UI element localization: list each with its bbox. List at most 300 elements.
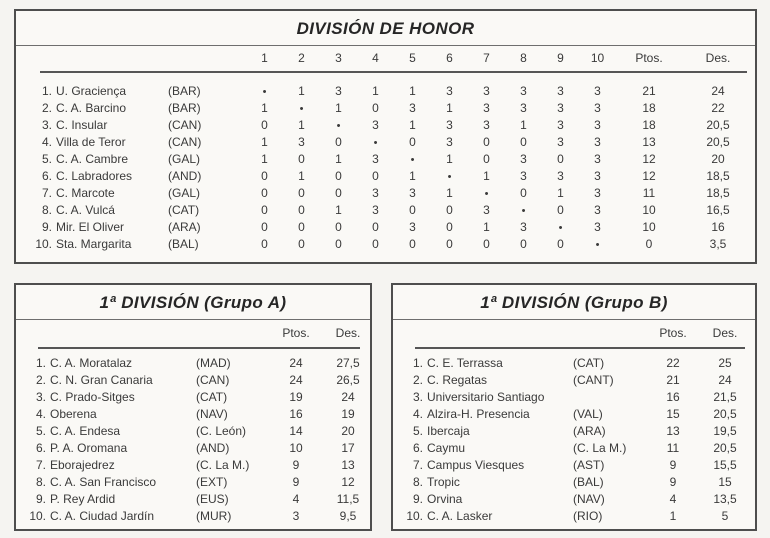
team-name: Sta. Margarita	[56, 237, 132, 251]
federation-code: (GAL)	[168, 186, 201, 200]
team-name: C. A. Ciudad Jardín	[50, 509, 155, 523]
group-b-title: 1ª DIVISIÓN (Grupo B)	[393, 285, 755, 320]
team-name: P. Rey Ardid	[50, 492, 116, 506]
result-cell: 0	[483, 135, 490, 149]
points-value: 21	[666, 373, 680, 387]
table-row	[397, 355, 755, 372]
federation-code: (EXT)	[196, 475, 228, 489]
team-name: C. E. Terrassa	[427, 356, 503, 370]
result-cell: 0	[261, 186, 268, 200]
result-cell: 0	[557, 152, 564, 166]
tiebreak-value: 16	[711, 220, 725, 234]
result-cell: 0	[298, 152, 305, 166]
federation-code: (NAV)	[196, 407, 228, 421]
team-name: C. A. Vulcá	[56, 203, 115, 217]
points-value: 24	[289, 356, 303, 370]
tiebreak-value: 5	[721, 509, 729, 523]
table-row	[397, 508, 755, 525]
table-row	[397, 406, 755, 423]
result-cell: 1	[335, 101, 342, 115]
division-honor-rows	[16, 73, 755, 253]
team-name: C. A. Lasker	[427, 509, 493, 523]
result-cell: 3	[483, 203, 490, 217]
rank-number: 5.	[41, 152, 52, 166]
result-cell: 0	[261, 203, 268, 217]
group-a-table	[14, 283, 372, 531]
tiebreak-value: 22	[711, 101, 725, 115]
result-cell: 0	[335, 220, 342, 234]
group-b-header-row	[393, 320, 755, 347]
result-cell: 3	[520, 220, 527, 234]
rank-number: 7.	[41, 186, 52, 200]
result-cell: 0	[446, 237, 453, 251]
round-header: 1	[261, 51, 268, 65]
table-row	[397, 372, 755, 389]
result-cell: 1	[372, 84, 379, 98]
table-row	[20, 491, 370, 508]
team-name: U. Graciença	[56, 84, 127, 98]
points-value: 24	[289, 373, 303, 387]
round-header: 4	[372, 51, 379, 65]
table-row	[397, 389, 755, 406]
result-cell: 3	[446, 135, 453, 149]
points-value: 16	[666, 390, 680, 404]
result-cell: 3	[446, 84, 453, 98]
rank-number: 1.	[412, 356, 423, 370]
team-name: C. A. Moratalaz	[50, 356, 133, 370]
rank-number: 4.	[35, 407, 46, 421]
rank-number: 1.	[41, 84, 52, 98]
team-name: Alzira-H. Presencia	[427, 407, 530, 421]
rank-number: 8.	[412, 475, 423, 489]
points-value: 13	[642, 135, 656, 149]
rank-number: 5.	[412, 424, 423, 438]
tiebreak-value: 16,5	[706, 203, 730, 217]
result-cell: 0	[557, 237, 564, 251]
team-name: Universitario Santiago	[427, 390, 545, 404]
points-value: 18	[642, 101, 656, 115]
result-cell: 3	[594, 203, 601, 217]
table-row	[20, 389, 370, 406]
result-cell	[246, 83, 283, 101]
played-self-dot: •	[558, 221, 563, 234]
result-cell: 0	[372, 220, 379, 234]
tiebreak-value: 15	[718, 475, 732, 489]
division-honor-header-row	[16, 46, 755, 71]
federation-code: (AND)	[168, 169, 202, 183]
group-b-table	[391, 283, 757, 531]
tiebreak-value: 24	[711, 84, 725, 98]
result-cell: 3	[298, 135, 305, 149]
result-cell: 1	[409, 84, 416, 98]
table-row	[22, 236, 755, 253]
result-cell: 0	[446, 220, 453, 234]
table-row	[20, 423, 370, 440]
result-cell: 3	[594, 118, 601, 132]
points-value: 11	[666, 441, 680, 455]
table-row	[20, 372, 370, 389]
federation-code: (C. La M.)	[573, 441, 627, 455]
division-honor-table	[14, 9, 757, 264]
tiebreak-value: 17	[341, 441, 355, 455]
team-name: C. Labradores	[56, 169, 133, 183]
result-cell: 3	[594, 169, 601, 183]
federation-code: (GAL)	[168, 152, 201, 166]
federation-code: (RIO)	[573, 509, 603, 523]
table-row	[397, 491, 755, 508]
tiebreak-value: 9,5	[339, 509, 357, 523]
team-name: Mir. El Oliver	[56, 220, 125, 234]
tiebreak-value: 18,5	[706, 186, 730, 200]
table-row	[22, 219, 755, 236]
tiebreak-value: 20,5	[706, 118, 730, 132]
table-row	[22, 83, 755, 100]
rank-number: 9.	[41, 220, 52, 234]
result-cell: 0	[261, 237, 268, 251]
group-b-rows	[393, 349, 755, 525]
team-name: C. A. Endesa	[50, 424, 121, 438]
result-cell	[542, 219, 579, 237]
points-value: 10	[642, 220, 656, 234]
result-cell: 0	[483, 152, 490, 166]
federation-code: (CAN)	[168, 135, 202, 149]
result-cell: 1	[446, 186, 453, 200]
round-header: 5	[409, 51, 416, 65]
result-cell: 0	[261, 220, 268, 234]
points-header: Ptos.	[635, 51, 663, 65]
team-name: C. Insular	[56, 118, 108, 132]
result-cell: 0	[298, 237, 305, 251]
table-row	[22, 151, 755, 168]
played-self-dot: •	[595, 238, 600, 251]
tiebreak-value: 24	[718, 373, 732, 387]
result-cell: 0	[335, 237, 342, 251]
result-cell: 0	[372, 169, 379, 183]
result-cell: 3	[446, 118, 453, 132]
tiebreak-value: 21,5	[713, 390, 737, 404]
result-cell: 3	[594, 220, 601, 234]
points-value: 16	[289, 407, 303, 421]
result-cell: 0	[261, 118, 268, 132]
tiebreak-value: 19	[341, 407, 355, 421]
federation-code: (CAN)	[168, 118, 202, 132]
result-cell: 0	[520, 135, 527, 149]
result-cell: 0	[298, 203, 305, 217]
team-name: Campus Viesques	[427, 458, 525, 472]
tiebreak-value: 25	[718, 356, 732, 370]
table-row	[397, 440, 755, 457]
rank-number: 3.	[35, 390, 46, 404]
federation-code: (EUS)	[196, 492, 229, 506]
tiebreak-value: 20,5	[713, 441, 737, 455]
rank-number: 9.	[412, 492, 423, 506]
federation-code: (CAN)	[196, 373, 230, 387]
federation-code: (CANT)	[573, 373, 614, 387]
points-value: 10	[289, 441, 303, 455]
team-name: Tropic	[427, 475, 460, 489]
points-value: 22	[666, 356, 680, 370]
federation-code: (MUR)	[196, 509, 232, 523]
result-cell: 3	[520, 84, 527, 98]
rank-number: 6.	[412, 441, 423, 455]
rank-number: 6.	[41, 169, 52, 183]
rank-number: 3.	[412, 390, 423, 404]
result-cell: 0	[409, 135, 416, 149]
result-cell	[357, 134, 394, 152]
federation-code: (ARA)	[168, 220, 201, 234]
result-cell: 3	[594, 152, 601, 166]
points-value: 1	[669, 509, 677, 523]
result-cell: 1	[409, 118, 416, 132]
result-cell	[579, 236, 616, 254]
team-name: C. Marcote	[56, 186, 115, 200]
rank-number: 2.	[35, 373, 46, 387]
federation-code: (BAR)	[168, 101, 201, 115]
round-header: 6	[446, 51, 453, 65]
points-value: 15	[666, 407, 680, 421]
result-cell: 3	[372, 203, 379, 217]
tiebreak-header: Des.	[705, 51, 731, 65]
rank-number: 2.	[412, 373, 423, 387]
team-name: Oberena	[50, 407, 97, 421]
rank-number: 8.	[41, 203, 52, 217]
played-self-dot: •	[484, 187, 489, 200]
result-cell: 0	[335, 135, 342, 149]
result-cell: 1	[483, 169, 490, 183]
result-cell: 3	[409, 101, 416, 115]
tiebreak-value: 13	[341, 458, 355, 472]
result-cell: 1	[298, 169, 305, 183]
table-row	[397, 474, 755, 491]
result-cell: 3	[557, 169, 564, 183]
rank-number: 4.	[41, 135, 52, 149]
result-cell: 1	[409, 169, 416, 183]
result-cell: 3	[520, 101, 527, 115]
result-cell: 0	[335, 169, 342, 183]
result-cell: 3	[483, 118, 490, 132]
federation-code: (AND)	[196, 441, 230, 455]
played-self-dot: •	[410, 153, 415, 166]
rank-number: 10.	[35, 237, 52, 251]
result-cell: 3	[594, 186, 601, 200]
result-cell: 3	[409, 186, 416, 200]
table-row	[397, 423, 755, 440]
federation-code: (AST)	[573, 458, 605, 472]
points-value: 18	[642, 118, 656, 132]
table-row	[22, 168, 755, 185]
team-name: Villa de Teror	[56, 135, 126, 149]
table-row	[20, 440, 370, 457]
round-header: 7	[483, 51, 490, 65]
federation-code: (NAV)	[573, 492, 605, 506]
division-honor-title: DIVISIÓN DE HONOR	[16, 11, 755, 46]
result-cell	[320, 117, 357, 135]
result-cell: 3	[594, 101, 601, 115]
points-value: 13	[666, 424, 680, 438]
tiebreak-value: 15,5	[713, 458, 737, 472]
result-cell: 1	[557, 186, 564, 200]
result-cell: 1	[261, 152, 268, 166]
result-cell: 0	[520, 186, 527, 200]
federation-code: (ARA)	[573, 424, 606, 438]
points-value: 9	[669, 458, 677, 472]
federation-code: (CAT)	[573, 356, 605, 370]
tiebreak-value: 18,5	[706, 169, 730, 183]
result-cell: 0	[446, 203, 453, 217]
team-name: Ibercaja	[427, 424, 470, 438]
result-cell: 0	[409, 237, 416, 251]
federation-code: (C. La M.)	[196, 458, 250, 472]
federation-code: (BAL)	[168, 237, 199, 251]
round-header: 9	[557, 51, 564, 65]
result-cell: 0	[520, 237, 527, 251]
result-cell: 3	[372, 152, 379, 166]
group-a-header-row	[16, 320, 370, 347]
tiebreak-value: 20	[711, 152, 725, 166]
result-cell: 0	[372, 237, 379, 251]
rank-number: 4.	[412, 407, 423, 421]
result-cell: 3	[594, 135, 601, 149]
team-name: C. A. San Francisco	[50, 475, 157, 489]
tiebreak-value: 3,5	[709, 237, 727, 251]
played-self-dot: •	[521, 204, 526, 217]
tiebreak-header: Des.	[712, 326, 738, 340]
team-name: P. A. Oromana	[50, 441, 128, 455]
tiebreak-value: 26,5	[336, 373, 360, 387]
points-value: 14	[289, 424, 303, 438]
result-cell	[394, 151, 431, 169]
points-value: 4	[292, 492, 300, 506]
points-header: Ptos.	[282, 326, 310, 340]
team-name: Eborajedrez	[50, 458, 115, 472]
result-cell: 1	[335, 203, 342, 217]
played-self-dot: •	[299, 102, 304, 115]
result-cell: 3	[483, 84, 490, 98]
result-cell: 3	[520, 169, 527, 183]
played-self-dot: •	[373, 136, 378, 149]
tiebreak-value: 24	[341, 390, 355, 404]
rank-number: 6.	[35, 441, 46, 455]
round-header: 3	[335, 51, 342, 65]
points-value: 3	[292, 509, 300, 523]
federation-code: (BAL)	[573, 475, 604, 489]
table-row	[397, 457, 755, 474]
rank-number: 5.	[35, 424, 46, 438]
result-cell: 3	[557, 84, 564, 98]
result-cell: 3	[520, 152, 527, 166]
result-cell: 3	[335, 84, 342, 98]
federation-code: (CAT)	[168, 203, 200, 217]
result-cell	[505, 202, 542, 220]
result-cell	[283, 100, 320, 118]
team-name: C. Prado-Sitges	[50, 390, 135, 404]
rank-number: 9.	[35, 492, 46, 506]
result-cell: 1	[446, 101, 453, 115]
group-a-title: 1ª DIVISIÓN (Grupo A)	[16, 285, 370, 320]
federation-code: (BAR)	[168, 84, 201, 98]
result-cell: 0	[409, 203, 416, 217]
points-value: 21	[642, 84, 656, 98]
table-row	[20, 474, 370, 491]
tiebreak-value: 11,5	[336, 492, 360, 506]
result-cell: 0	[557, 203, 564, 217]
result-cell: 0	[261, 169, 268, 183]
group-a-rows	[16, 349, 370, 525]
points-header: Ptos.	[659, 326, 687, 340]
table-row	[22, 117, 755, 134]
result-cell: 0	[298, 220, 305, 234]
result-cell: 1	[298, 118, 305, 132]
rank-number: 8.	[35, 475, 46, 489]
table-row	[20, 457, 370, 474]
points-value: 9	[292, 475, 300, 489]
tiebreak-value: 20	[341, 424, 355, 438]
points-value: 12	[642, 152, 656, 166]
result-cell: 3	[483, 101, 490, 115]
played-self-dot: •	[447, 170, 452, 183]
rank-number: 7.	[412, 458, 423, 472]
result-cell	[468, 185, 505, 203]
table-row	[20, 355, 370, 372]
result-cell: 0	[483, 237, 490, 251]
points-value: 9	[669, 475, 677, 489]
result-cell: 1	[446, 152, 453, 166]
table-row	[22, 185, 755, 202]
rank-number: 10.	[406, 509, 423, 523]
tiebreak-value: 20,5	[706, 135, 730, 149]
points-value: 9	[292, 458, 300, 472]
team-name: C. A. Barcino	[56, 101, 127, 115]
team-name: Caymu	[427, 441, 466, 455]
result-cell: 0	[372, 101, 379, 115]
points-value: 4	[669, 492, 677, 506]
table-row	[20, 508, 370, 525]
rank-number: 1.	[35, 356, 46, 370]
rank-number: 10.	[29, 509, 46, 523]
points-value: 19	[289, 390, 303, 404]
result-cell: 3	[372, 118, 379, 132]
points-value: 12	[642, 169, 656, 183]
tiebreak-header: Des.	[335, 326, 361, 340]
result-cell: 1	[298, 84, 305, 98]
round-header: 2	[298, 51, 305, 65]
federation-code: (MAD)	[196, 356, 231, 370]
points-value: 10	[642, 203, 656, 217]
federation-code: (VAL)	[573, 407, 603, 421]
team-name: C. Regatas	[427, 373, 488, 387]
result-cell: 3	[557, 101, 564, 115]
result-cell: 0	[335, 186, 342, 200]
result-cell: 3	[557, 118, 564, 132]
result-cell: 3	[594, 84, 601, 98]
result-cell	[431, 168, 468, 186]
team-name: Orvina	[427, 492, 463, 506]
result-cell: 3	[372, 186, 379, 200]
points-value: 11	[642, 186, 656, 200]
points-value: 0	[645, 237, 653, 251]
team-name: C. N. Gran Canaria	[50, 373, 153, 387]
result-cell: 1	[261, 101, 268, 115]
team-name: C. A. Cambre	[56, 152, 129, 166]
tiebreak-value: 19,5	[713, 424, 737, 438]
rank-number: 7.	[35, 458, 46, 472]
federation-code: (CAT)	[196, 390, 228, 404]
result-cell: 1	[261, 135, 268, 149]
table-row	[22, 134, 755, 151]
played-self-dot: •	[336, 119, 341, 132]
result-cell: 3	[557, 135, 564, 149]
tiebreak-value: 20,5	[713, 407, 737, 421]
